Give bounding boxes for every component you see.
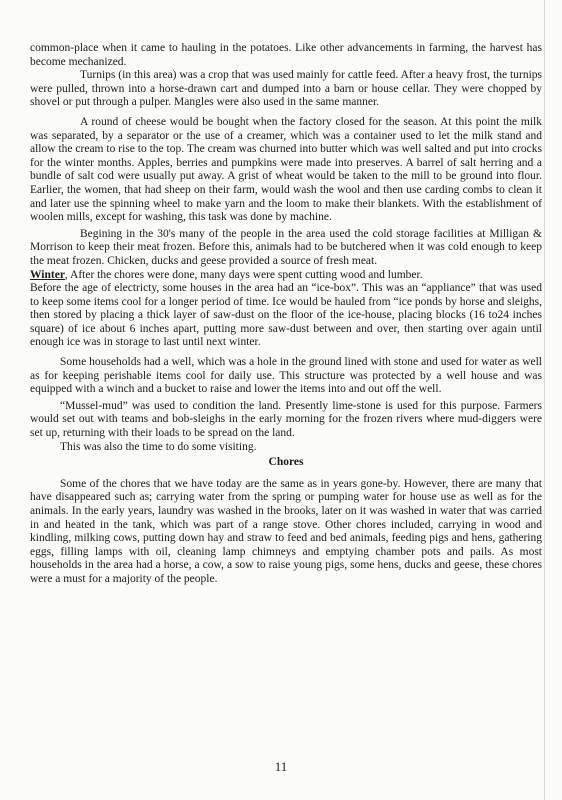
paragraph-cheese: A round of cheese would be bought when the factory closed for the season. At this point the milk was separated, by a separator or the use of a creamer, which was a container used to let the milk stand and allow the cream to rise to the top. The cream was churned into butter which was well salted and put into crocks for the winter months. Apples, berries and pumpkins were made into preserves. A barrel of salt herring and a bundle of salt cod were usually put away. A grist of wheat would be taken to the mill to be ground into flour. Earlier, the women, that had sheep on their farm, would wash the wool and then use carding combs to clean it and later use the spinning wheel to make yarn and the loom to make their blankets. With the establishment of woolen mills, except for washing, this task was done by machine. (30, 115, 542, 224)
paragraph-ice-box: Before the age of electricty, some houses in the area had an “ice-box”. This was an “appliance” that was used to keep some items cool for a longer period of time. Ice would be hauled from “ice ponds by horse and sleighs, then stored by placing a thick layer of saw-dust on the floor of the ice-house, placing blocks (16 to24 inches square) of ice about 6 inches apart, putting more saw-dust between and over, then starting over again until enough ice was in storage to last until next winter. (30, 282, 542, 349)
paragraph-mussel-mud: “Mussel-mud” was used to condition the land. Presently lime-stone is used for this purpose. Farmers would set out with teams and bob-sleighs in the early morning for the frozen rivers where mud-diggers were set up, returning with their loads to be spread on the land. (30, 399, 542, 440)
paragraph-visiting: This was also the time to do some visiting. (60, 440, 257, 453)
page-edge-line (544, 0, 545, 800)
paragraph-chores: Some of the chores that we have today are the same as in years gone-by. However, there are many that have disappeared such as; carrying water from the spring or pumping water for house use as well as for the animals. In the early years, laundry was washed in the brooks, later on it was washed in water that was carried in and heated in the tank, which was part of a range stove. Other chores included, carrying in wood and kindling, milking cows, putting down hay and straw to feed and bed animals, feeding pigs and hens, gathering eggs, filling lamps with oil, cleaning lamp chimneys and emptying chamber pots and pails. As most households in the area had a horse, a cow, a sow to raise young pigs, some hens, ducks and geese, these chores were a must for a majority of the people. (30, 477, 542, 585)
paragraph-winter (30, 269, 542, 283)
page-body (30, 42, 542, 587)
page-number: 11 (274, 759, 288, 774)
section-heading-chores: Chores (268, 456, 304, 469)
winter-text: , After the chores were done, many days were spent cutting wood and lumber. (64, 268, 423, 281)
winter-label: Winter (30, 268, 65, 281)
paragraph-potatoes: common-place when it came to hauling in the potatoes. Like other advancements in farming, the harvest has become mechanized. (30, 42, 542, 68)
paragraph-turnips: Turnips (in this area) was a crop that was used mainly for cattle feed. After a heavy frost, the turnips were pulled, thrown into a horse-drawn cart and dumped into a barn or house cellar. They were chopped by shovel or put through a pulper. Mangles were also used in the same manner. (30, 69, 542, 109)
paragraph-cold-storage: Begining in the 30's many of the people in the area used the cold storage facilities at Milligan & Morrison to keep their meat frozen. Before this, animals had to be butchered when it was cold enough to keep the meat frozen. Chicken, ducks and geese provided a source of fresh meat. (30, 227, 542, 267)
paragraph-well: Some households had a well, which was a hole in the ground lined with stone and used for water as well as for keeping perishable items cool for daily use. This structure was protected by a well house and was equipped with a winch and a bucket to raise and lower the items into and out off the well. (30, 356, 542, 396)
